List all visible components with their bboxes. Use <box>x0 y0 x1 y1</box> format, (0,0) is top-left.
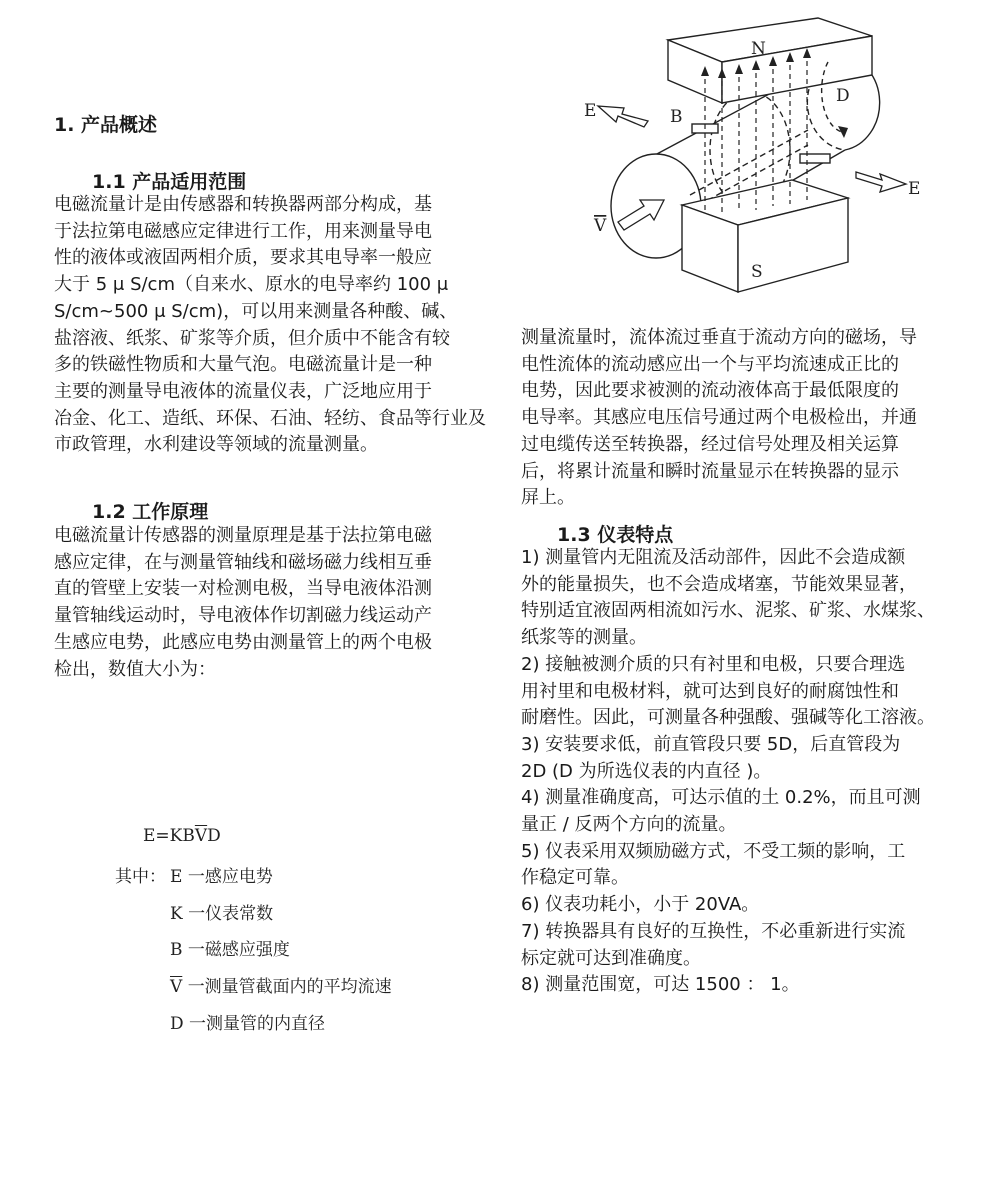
list-line: 特别适宜液固两相流如污水、泥浆、矿浆、水煤浆、 <box>521 600 935 622</box>
text-line: 冶金、化工、造纸、环保、石油、轻纺、食品等行业及 <box>54 407 486 429</box>
label-d: D <box>836 86 850 106</box>
list-line: 用衬里和电极材料，就可达到良好的耐腐蚀性和 <box>521 680 899 702</box>
text-line: 检出，数值大小为： <box>54 658 216 680</box>
text-line: 主要的测量导电液体的流量仪表，广泛地应用于 <box>54 380 432 402</box>
def-symbol: K <box>170 904 183 924</box>
def-symbol: E <box>170 867 183 887</box>
text-line: 电导率。其感应电压信号通过两个电极检出，并通 <box>521 407 917 429</box>
label-north: N <box>751 39 766 59</box>
formula-where-label: 其中： <box>115 867 166 887</box>
formula-def-k <box>170 899 273 924</box>
list-line: 2D (D 为所选仪表的内直径 )。 <box>521 760 772 782</box>
text-line: S/cm~500 μ S/cm)，可以用来测量各种酸、碱、 <box>54 300 458 322</box>
list-line: 标定就可达到准确度。 <box>521 947 701 969</box>
text-line: 屏上。 <box>521 487 575 509</box>
label-v: V <box>594 216 607 236</box>
def-description: 一磁感应强度 <box>187 940 290 960</box>
list-line: 纸浆等的测量。 <box>521 627 647 649</box>
def-symbol: B <box>170 940 183 960</box>
formula-v-bar: $\overline{V}$ <box>194 826 208 846</box>
list-line: 6) 仪表功耗小，小于 20VA。 <box>521 894 760 916</box>
list-line: 7) 转换器具有良好的互换性，不必重新进行实流 <box>521 920 906 942</box>
text-line: 感应定律，在与测量管轴线和磁场磁力线相互垂 <box>54 551 432 573</box>
text-line: 盐溶液、纸浆、矿浆等介质，但介质中不能含有较 <box>54 327 450 349</box>
formula-def-d <box>170 1009 325 1034</box>
text-line: 后，将累计流量和瞬时流量显示在转换器的显示 <box>521 460 899 482</box>
section-1-title: 1. 产品概述 <box>54 114 158 136</box>
label-emf-left: E <box>584 101 597 121</box>
def-description: 一测量管截面内的平均流速 <box>187 977 392 997</box>
formula-lhs: E=KB <box>143 826 195 846</box>
text-line: 测量流量时，流体流过垂直于流动方向的磁场，导 <box>521 327 917 348</box>
text-line: 于法拉第电磁感应定律进行工作，用来测量导电 <box>54 220 432 242</box>
formula-def-b <box>170 935 290 960</box>
text-line: 电势，因此要求被测的流动液体高于最低限度的 <box>521 380 899 402</box>
section-1-2-title: 1.2 工作原理 <box>92 501 209 523</box>
formula-def-v <box>170 972 392 997</box>
right-intro-paragraph <box>521 325 917 512</box>
rotation-arrowhead <box>838 126 848 138</box>
formula-d: D <box>207 826 221 846</box>
list-line: 8) 测量范围宽，可达 1500 ： 1。 <box>521 974 800 996</box>
list-line: 4) 测量准确度高，可达示值的土 0.2%，而且可测 <box>521 787 921 809</box>
def-symbol: $\overline{V}$ <box>170 977 183 997</box>
list-line: 量正 / 反两个方向的流量。 <box>521 814 737 836</box>
text-line: 电磁流量计是由传感器和转换器两部分构成，基 <box>54 194 432 215</box>
label-b: B <box>670 107 683 127</box>
list-line: 2) 接触被测介质的只有衬里和电极，只要合理选 <box>521 653 906 675</box>
text-line: 过电缆传送至转换器，经过信号处理及相关运算 <box>521 433 899 455</box>
list-line: 作稳定可靠。 <box>521 867 629 889</box>
text-line: 电性流体的流动感应出一个与平均流速成正比的 <box>521 353 899 375</box>
section-1-3-title: 1.3 仪表特点 <box>557 524 674 546</box>
text-line: 电磁流量计传感器的测量原理是基于法拉第电磁 <box>54 525 432 546</box>
formula-def-e <box>170 862 273 887</box>
text-line: 量管轴线运动时，导电液体作切割磁力线运动产 <box>54 605 432 627</box>
section-1-3-list <box>521 545 935 999</box>
emf-arrow-left <box>598 106 648 127</box>
text-line: 多的铁磁性物质和大量气泡。电磁流量计是一种 <box>54 354 432 376</box>
label-south: S <box>751 262 763 282</box>
section-1-2-paragraph <box>54 523 432 683</box>
def-symbol: D <box>170 1014 184 1034</box>
section-1-1-paragraph <box>54 192 486 459</box>
list-line: 5) 仪表采用双频励磁方式，不受工频的影响，工 <box>521 840 906 862</box>
def-description: 一测量管的内直径 <box>189 1014 326 1034</box>
flowmeter-principle-diagram <box>560 10 940 310</box>
electrode-right <box>800 154 830 163</box>
formula-equation <box>143 826 221 846</box>
list-line: 1) 测量管内无阻流及活动部件，因此不会造成额 <box>521 547 906 568</box>
text-line: 大于 5 μ S/cm（自来水、原水的电导率约 100 μ <box>54 274 449 296</box>
text-line: 生感应电势，此感应电势由测量管上的两个电极 <box>54 631 432 653</box>
text-line: 市政管理，水利建设等领域的流量测量。 <box>54 434 378 456</box>
text-line: 性的液体或液固两相介质，要求其电导率一般应 <box>54 247 432 269</box>
list-line: 3) 安装要求低，前直管段只要 5D，后直管段为 <box>521 733 901 755</box>
list-line: 外的能量损失，也不会造成堵塞，节能效果显著， <box>521 573 917 595</box>
text-line: 直的管壁上安装一对检测电极，当导电液体沿测 <box>54 578 432 600</box>
list-line: 耐磨性。因此，可测量各种强酸、强碱等化工溶液。 <box>521 707 935 729</box>
emf-arrow-right <box>856 172 906 192</box>
def-description: 一仪表常数 <box>188 904 274 924</box>
label-emf-right: E <box>908 179 921 199</box>
section-1-1-title: 1.1 产品适用范围 <box>92 171 247 193</box>
def-description: 一感应电势 <box>187 867 273 887</box>
